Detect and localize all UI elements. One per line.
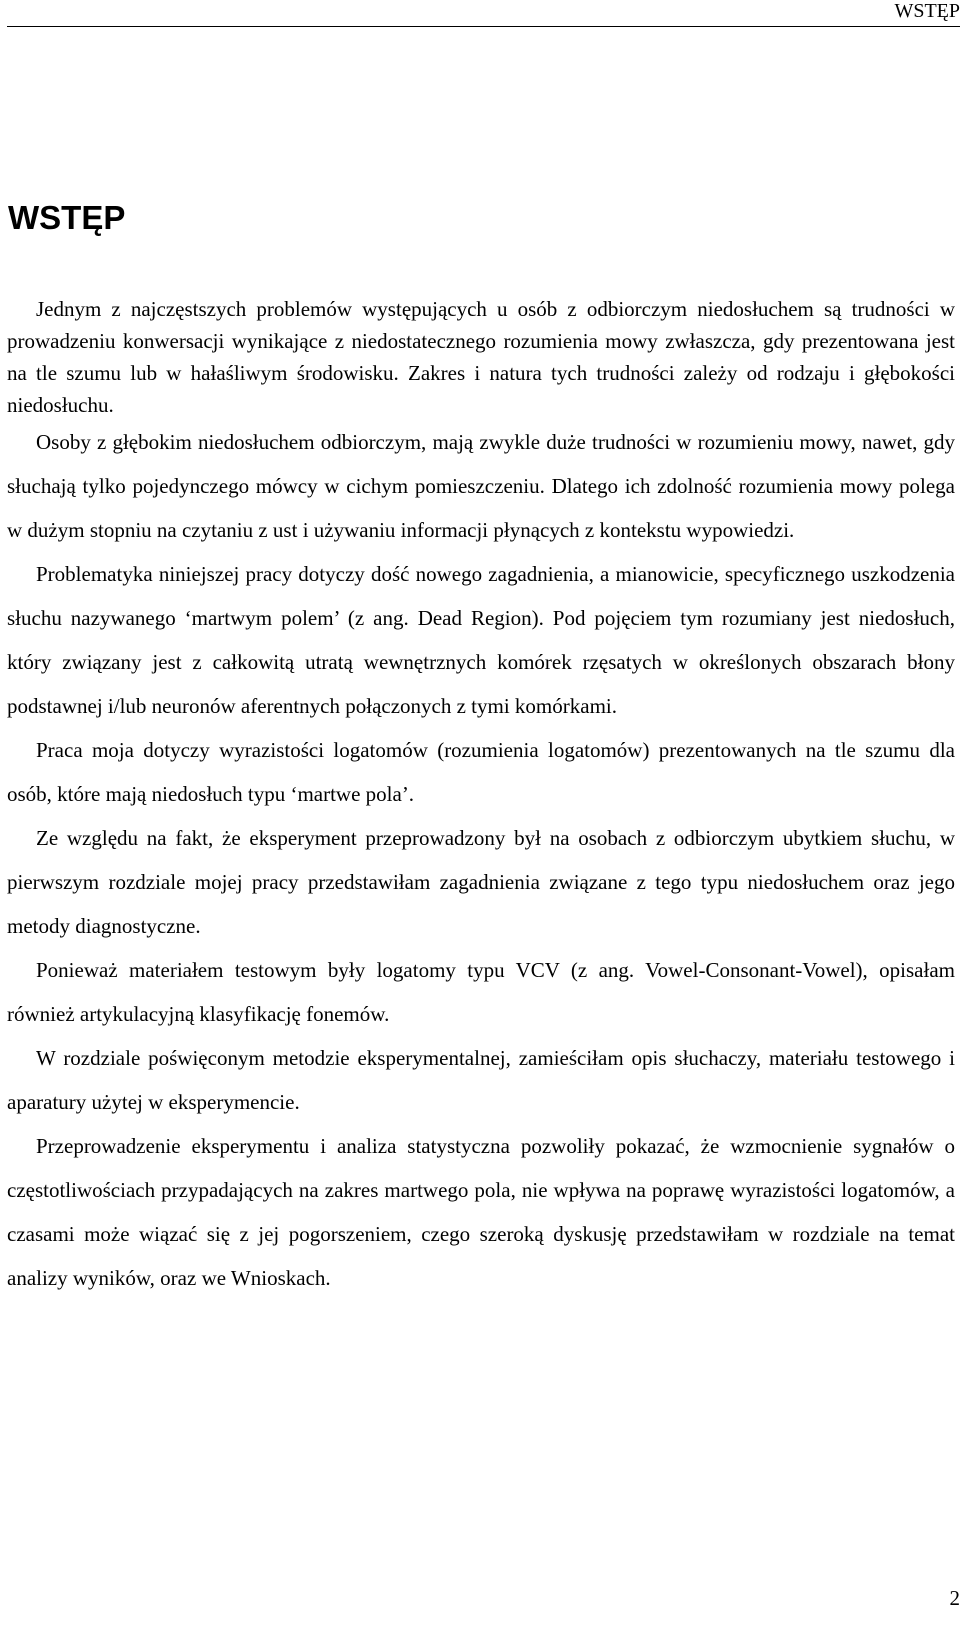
paragraph-deep-hearing-loss: Osoby z głębokim niedosłuchem odbiorczym, mają zwykle duże trudności w rozumieniu mowy, nawet, gdy słuchają tylko pojedynczego mówcy w cichym pomieszczeniu. Dlatego ich zdolność rozumienia mowy polega w dużym stopniu na czytaniu z ust i używaniu informacji płynących z kontekstu wypowiedzi. — [7, 430, 955, 542]
paragraph-chapter-one: Ze względu na fakt, że eksperyment przeprowadzony był na osobach z odbiorczym ubytkiem słuchu, w pierwszym rozdziale mojej pracy przedstawiłam zagadnienia związane z tego typu niedosłuchem oraz jego metody diagnostyczne. — [7, 826, 955, 938]
chapter-title: WSTĘP — [8, 199, 126, 236]
paragraph-method-chapter: W rozdziale poświęconym metodzie eksperymentalnej, zamieściłam opis słuchaczy, materiału testowego i aparatury użytej w eksperymencie. — [7, 1046, 955, 1114]
paragraph-vcv-logatoms: Ponieważ materiałem testowym były logatomy typu VCV (z ang. Vowel-Consonant-Vowel), opisałam również artykulacyjną klasyfikację fonemów. — [7, 958, 955, 1026]
paragraph-results: Przeprowadzenie eksperymentu i analiza statystyczna pozwoliły pokazać, że wzmocnienie sygnałów o częstotliwościach przypadających na zakres martwego pola, nie wpływa na poprawę wyrazistości logatomów, a czasami może wiązać się z jej pogorszeniem, czego szeroką dyskusję przedstawiłam w rozdziale na temat analizy wyników, oraz we Wnioskach. — [7, 1134, 955, 1290]
body-text-block-1 — [7, 293, 955, 421]
paragraph-thesis-topic: Praca moja dotyczy wyrazistości logatomów (rozumienia logatomów) prezentowanych na tle szumu dla osób, które mają niedosłuch typu ‘martwe pola’. — [7, 738, 955, 806]
running-header: WSTĘP — [894, 0, 960, 22]
paragraph-intro: Jednym z najczęstszych problemów występujących u osób z odbiorczym niedosłuchem są trudności w prowadzeniu konwersacji wynikające z niedostatecznego rozumienia mowy zwłaszcza, gdy prezentowana jest na tle szumu lub w hałaśliwym środowisku. Zakres i natura tych trudności zależy od rodzaju i głębokości niedosłuchu. — [7, 297, 955, 417]
header-rule — [7, 26, 960, 27]
body-text-block-2 — [7, 420, 955, 1300]
paragraph-dead-region: Problematyka niniejszej pracy dotyczy dość nowego zagadnienia, a mianowicie, specyficznego uszkodzenia słuchu nazywanego ‘martwym polem’ (z ang. Dead Region). Pod pojęciem tym rozumiany jest niedosłuch, który związany jest z całkowitą utratą wewnętrznych komórek rzęsatych w określonych obszarach błony podstawnej i/lub neuronów aferentnych połączonych z tymi komórkami. — [7, 562, 955, 718]
page-number: 2 — [949, 1586, 960, 1610]
